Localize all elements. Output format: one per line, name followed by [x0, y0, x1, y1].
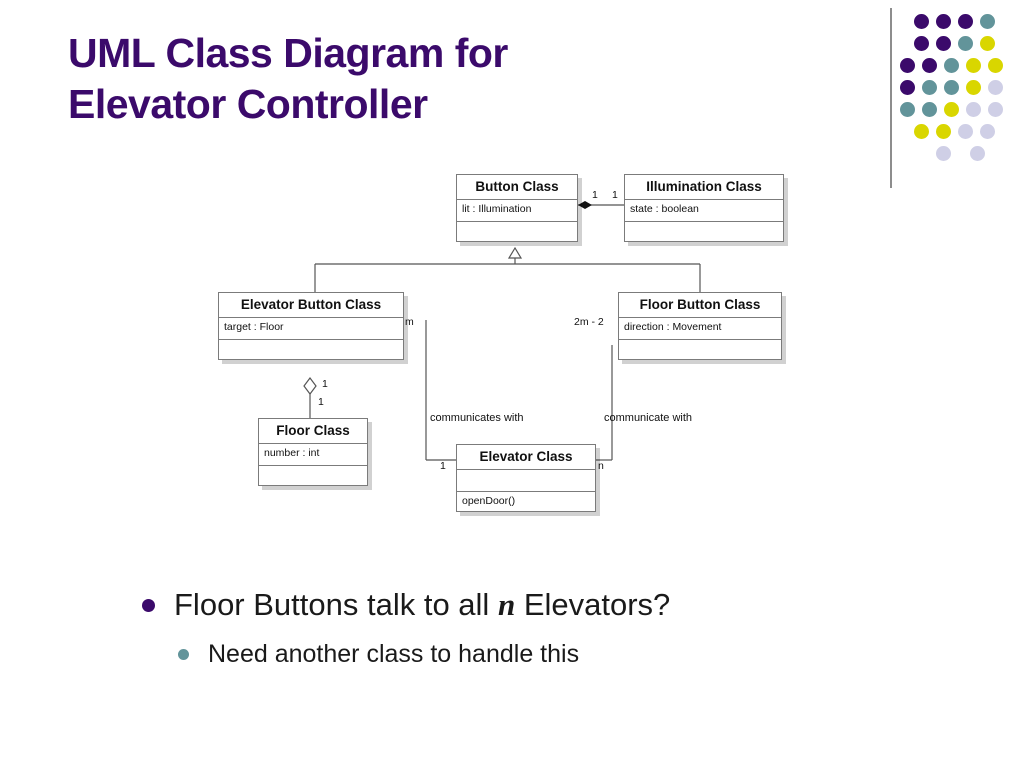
bullet-marker-level-1 — [142, 599, 155, 612]
class-operations — [619, 340, 781, 359]
bullet-level-1-text-before: Floor Buttons talk to all — [174, 587, 498, 622]
class-attributes: state : boolean — [625, 200, 783, 222]
uml-class-diagram — [200, 160, 820, 560]
multiplicity-elevator-right: n — [598, 460, 604, 472]
bullet-marker-level-2 — [178, 649, 189, 660]
class-attributes: lit : Illumination — [457, 200, 577, 222]
class-name: Illumination Class — [625, 175, 783, 200]
edge-label-communicates-with: communicates with — [430, 412, 524, 424]
class-attributes: number : int — [259, 444, 367, 466]
page-title-line-1: UML Class Diagram for — [68, 30, 508, 76]
class-operations — [219, 340, 403, 359]
uml-class-elevator-button-class[interactable] — [218, 292, 404, 360]
class-attributes: direction : Movement — [619, 318, 781, 340]
bullet-level-2 — [130, 639, 930, 669]
class-name: Floor Class — [259, 419, 367, 444]
class-name: Floor Button Class — [619, 293, 781, 318]
uml-class-floor-button-class[interactable] — [618, 292, 782, 360]
multiplicity-floor-button-2m-2: 2m - 2 — [574, 316, 604, 328]
class-attributes — [457, 470, 595, 492]
uml-class-elevator-class[interactable] — [456, 444, 596, 512]
decorative-divider — [890, 8, 892, 188]
class-attributes: target : Floor — [219, 318, 403, 340]
multiplicity-elevator-left: 1 — [440, 460, 446, 472]
class-operations — [259, 466, 367, 485]
class-name: Elevator Class — [457, 445, 595, 470]
bullet-list — [130, 586, 930, 669]
edge-label-communicate-with: communicate with — [604, 412, 693, 424]
class-name: Button Class — [457, 175, 577, 200]
class-operations — [625, 222, 783, 241]
multiplicity-floor-assoc-bottom: 1 — [318, 396, 324, 408]
class-name: Elevator Button Class — [219, 293, 403, 318]
multiplicity-button-illumination-left: 1 — [592, 189, 598, 201]
multiplicity-floor-assoc-top: 1 — [322, 378, 328, 390]
page-title — [68, 28, 768, 131]
bullet-level-1-text-after: Elevators? — [523, 587, 671, 622]
bullet-level-1-variable: n — [497, 587, 516, 622]
page-title-line-2: Elevator Controller — [68, 81, 428, 128]
multiplicity-elevator-button-m: m — [405, 316, 414, 328]
multiplicity-button-illumination-right: 1 — [612, 189, 618, 201]
class-operations: openDoor() — [462, 495, 516, 507]
class-operations — [457, 222, 577, 241]
bullet-level-2-text: Need another class to handle this — [208, 640, 580, 669]
bullet-level-1 — [130, 586, 930, 623]
uml-class-illumination-class[interactable] — [624, 174, 784, 242]
uml-class-button-class[interactable] — [456, 174, 578, 242]
uml-class-floor-class[interactable] — [258, 418, 368, 486]
dot-grid-decoration — [900, 14, 1012, 166]
